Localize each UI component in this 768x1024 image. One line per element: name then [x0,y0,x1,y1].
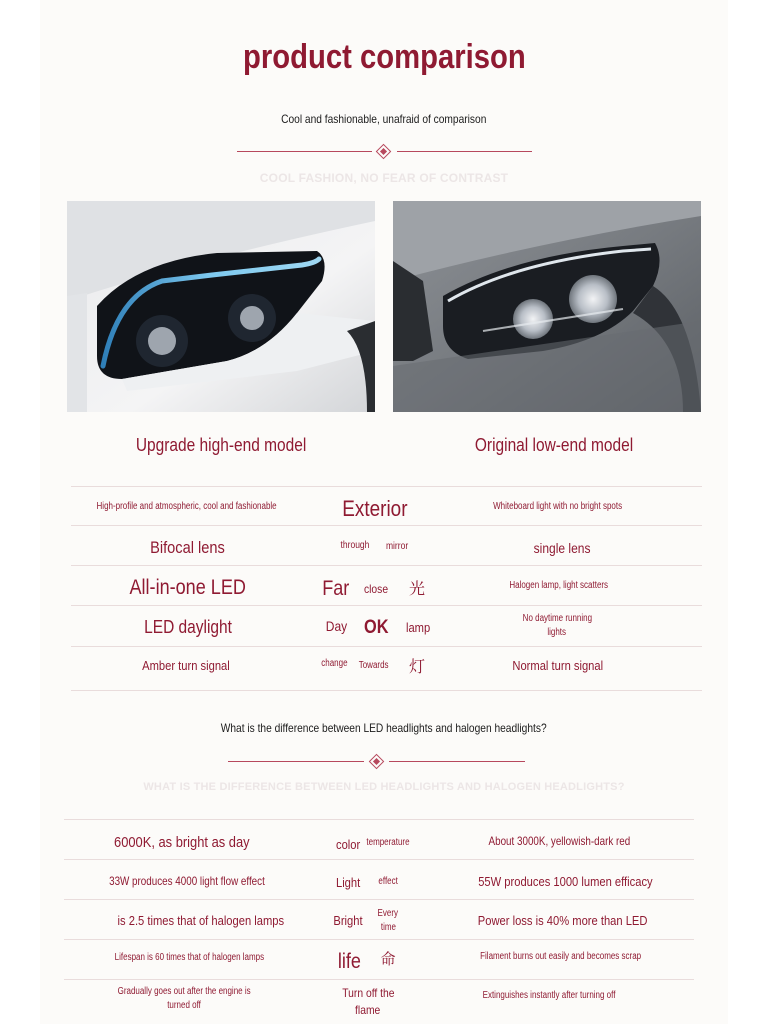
table1-row1-center [315,496,435,522]
table2-row2-c1 [330,875,366,890]
table1-row3-left [108,576,268,600]
table1-row3-c1-text: Far [322,577,350,600]
table2-row3-left [104,913,285,928]
table2-row1-c2 [360,837,416,848]
table2-row2-c2-text: effect [378,876,398,887]
table2-row2-right-text: 55W produces 1000 lumen efficacy [478,874,653,889]
table1-row2-left [112,538,262,558]
table1-row1-left [74,501,294,512]
table2-row4-right [460,951,640,962]
table2-row4-c1-text: life [337,950,361,973]
table2-row5-c1-line2-text: flame [355,1003,381,1017]
table2-row1-right-text: About 3000K, yellowish-dark red [488,834,631,848]
table2-row1-left [102,834,262,851]
table1-row5-c2 [354,660,394,671]
table1-row3-right-text: Halogen lamp, light scatters [509,580,609,591]
table2-row1-left-text: 6000K, as bright as day [114,834,250,851]
table2-row3-c1-text: Bright [333,913,363,928]
label-original-model [400,435,708,456]
table2-row5-c1-line2 [328,1003,408,1017]
table2-row4-right-text: Filament burns out easily and becomes scrap [480,951,642,962]
table1-row1-right-text: Whiteboard light with no bright spots [493,501,623,512]
table2-row4-left [96,952,272,963]
table1-row1-center-text: Exterior [342,496,408,521]
table2-row2-left [92,874,272,888]
table2-row3-right [464,913,648,928]
table1-row5-c3 [404,654,430,677]
table2-row5-right [464,990,634,1001]
table1-row3-c1 [316,577,356,601]
table2-row1-c2-text: temperature [366,837,410,848]
table1-row3-c2-text: close [363,582,389,596]
section2-ghost-caption-text: WHAT IS THE DIFFERENCE BETWEEN LED HEADLIGHTS AND HALOGEN HEADLIGHTS? [143,781,625,793]
table2-row3-right-text: Power loss is 40% more than LED [477,913,648,928]
table1-row5-right-text: Normal turn signal [512,658,604,673]
table2-row3-c2-line1 [372,908,404,919]
table2-row3-c1 [328,913,368,928]
table2-row5-left-line1 [96,986,272,997]
divider-line-right [397,151,532,152]
table1-row5-left-text: Amber turn signal [142,658,230,673]
table2-row4-c2 [376,948,400,969]
table1-rule-3 [71,605,702,606]
table2-row3-c2-line2 [372,922,404,933]
section2-divider-left [228,761,364,762]
table1-rule-0 [71,486,702,487]
headlight-photo-upgrade [67,201,375,412]
section2-ghost-caption [0,781,768,793]
table2-row1-right [473,834,633,848]
table2-row3-c2-line2-text: time [380,922,396,933]
table1-row2-c1 [330,540,380,551]
page-title [0,38,768,77]
table2-row2-c1-text: Light [335,875,361,890]
table1-row5-c3-text: 灯 [408,659,425,676]
table2-row2-left-text: 33W produces 4000 light flow effect [109,874,265,888]
table2-row5-left-line2-text: turned off [167,1000,201,1011]
divider-line-left [237,151,372,152]
table1-row5-c2-text: Towards [359,660,389,671]
table1-row5-right [497,658,619,673]
table1-rule-2 [71,565,702,566]
table1-row4-right-line2-text: lights [547,627,567,638]
table1-row4-c1 [318,618,354,634]
section2-divider-right [389,761,525,762]
table1-row3-right [479,580,639,591]
table2-row4-c2-text: 命 [380,951,396,968]
table1-row1-right [463,501,653,512]
ghost-caption [0,171,768,185]
page-subtitle [0,112,768,126]
table2-row4-left-text: Lifespan is 60 times that of halogen lamps [114,952,265,963]
section2-question [0,721,768,735]
table1-row5-c1-text: change [320,658,348,669]
table2-row2-c2 [372,876,404,887]
page-subtitle-text: Cool and fashionable, unafraid of comparison [281,112,487,126]
table2-row5-left-line2 [96,1000,272,1011]
table1-row4-right-line1 [497,613,617,624]
table2-row2-right [464,874,653,889]
table1-row2-c2-text: mirror [385,541,409,552]
table1-row1-left-text: High-profile and atmospheric, cool and fashionable [96,501,277,512]
table2-row3-left-text: is 2.5 times that of halogen lamps [117,913,285,928]
table2-row5-left-line1-text: Gradually goes out after the engine is [117,986,251,997]
table1-row3-c3 [404,576,430,599]
table1-row3-c2 [356,582,396,596]
table1-row4-c2 [356,617,396,639]
table2-row4-c1 [332,950,366,974]
section2-question-text: What is the difference between LED headlights and halogen headlights? [221,721,547,735]
table1-row4-left [118,617,258,638]
table1-rule-5 [71,690,702,691]
ghost-caption-text: COOL FASHION, NO FEAR OF CONTRAST [259,171,509,185]
label-original-model-text: Original low-end model [474,435,634,455]
table1-row3-left-text: All-in-one LED [129,576,247,599]
table1-row2-left-text: Bifocal lens [149,538,225,557]
table1-row4-c1-text: Day [325,618,347,634]
headlight-original-image [393,201,701,412]
table2-rule-4 [64,979,694,980]
table1-row2-c2 [376,541,418,552]
table1-row3-c3-text: 光 [408,581,425,598]
table1-row5-left [116,658,256,673]
table2-row3-c2-line1-text: Every [377,908,399,919]
table1-row4-right-line1-text: No daytime running [522,613,592,624]
headlight-photo-original [393,201,701,412]
table2-row5-c1-line1-text: Turn off the [341,986,395,1000]
table1-row4-left-text: LED daylight [144,617,232,637]
headlight-upgrade-image [67,201,375,412]
table2-rule-2 [64,899,694,900]
table1-row2-right-text: single lens [533,540,591,556]
table2-rule-3 [64,939,694,940]
table1-row4-c3-text: lamp [405,620,431,635]
table2-row5-c1-line1 [328,986,408,1000]
table1-rule-1 [71,525,702,526]
table2-row1-c1-text: color [335,837,361,852]
page-title-text: product comparison [242,38,526,76]
table1-row5-c1 [316,658,352,669]
label-upgrade-model [67,435,375,456]
table2-row5-right-text: Extinguishes instantly after turning off [482,990,616,1001]
table1-row4-c2-text: OK [363,617,389,638]
table2-rule-1 [64,859,694,860]
table1-row2-c1-text: through [340,540,370,551]
table1-row4-c3 [398,620,438,635]
table2-rule-0 [64,819,694,820]
table1-rule-4 [71,646,702,647]
label-upgrade-model-text: Upgrade high-end model [135,435,307,455]
table1-row2-right [502,540,622,556]
table1-row4-right-line2 [497,627,617,638]
